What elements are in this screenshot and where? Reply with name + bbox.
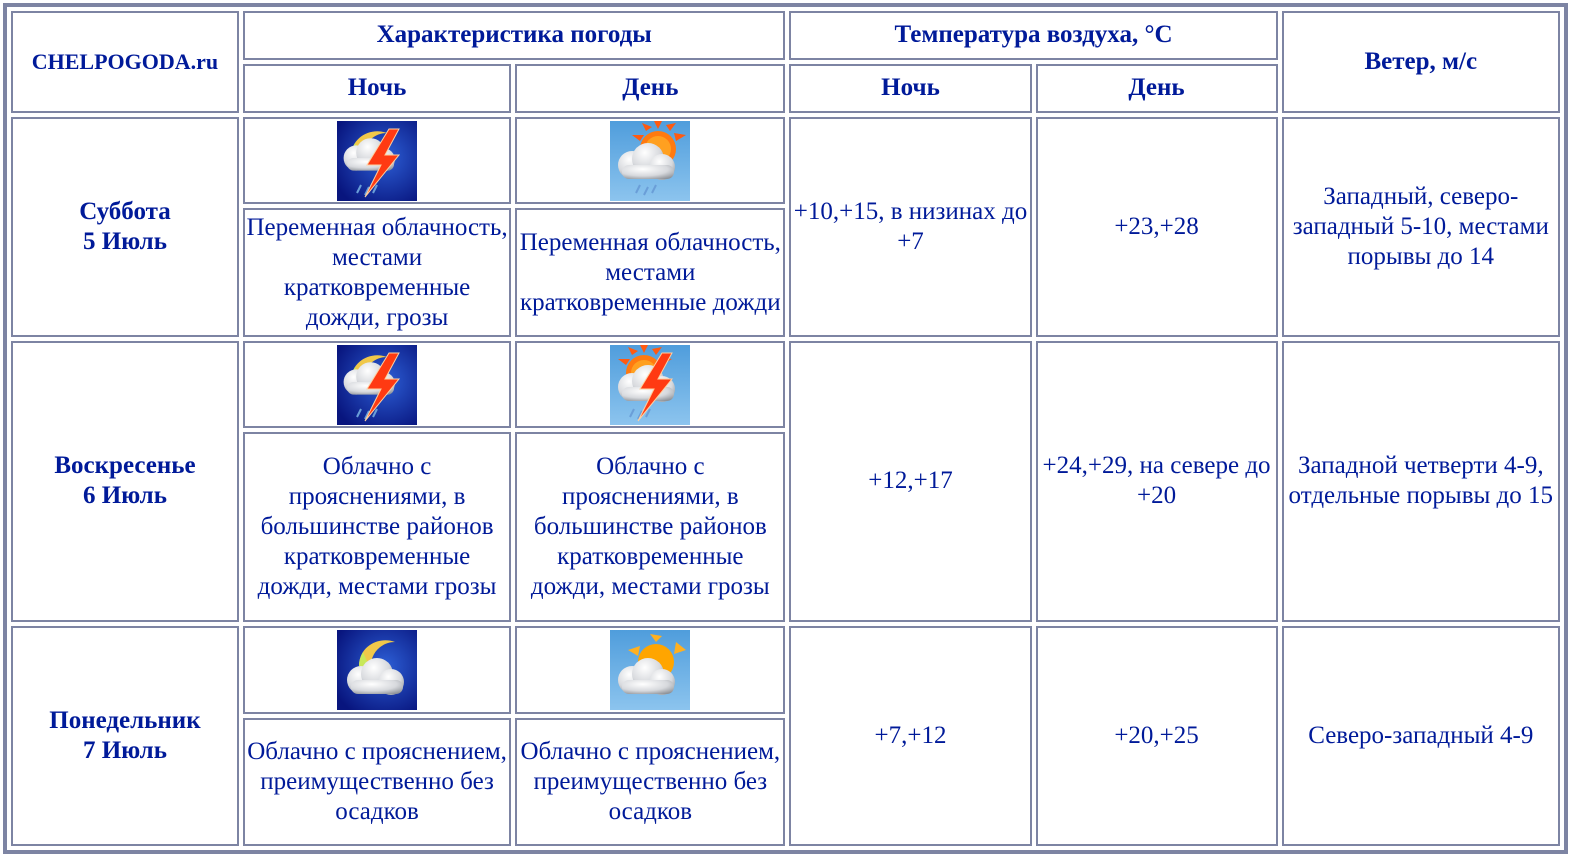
night-icon-cell (243, 626, 511, 714)
night-description: Облачно с прояснениями, в большинстве районов кратковременные дожди, местами грозы (243, 432, 511, 622)
day-icon-cell (515, 626, 785, 714)
date: 7 Июль (82, 736, 167, 764)
forecast-table (3, 3, 1568, 854)
wind-value: Западный, северо-западный 5-10, местами порывы до 14 (1282, 117, 1560, 337)
wind-value: Западной четверти 4-9, отдельные порывы до 15 (1282, 341, 1560, 622)
day-thunderstorm-rain-icon (610, 345, 690, 425)
day-cloudy-icon (610, 630, 690, 710)
site-brand: CHELPOGODA.ru (11, 11, 239, 113)
weather-day-header: День (515, 64, 785, 113)
date: 5 Июль (82, 227, 167, 255)
wind-value: Северо-западный 4-9 (1282, 626, 1560, 846)
night-description: Переменная облачность, местами кратковременные дожди, грозы (243, 208, 511, 336)
temp-day-header: День (1036, 64, 1278, 113)
day-icon-cell (515, 341, 785, 429)
night-description: Облачно с прояснением, преимущественно без осадков (243, 718, 511, 846)
forecast-row-day-1 (11, 117, 1560, 205)
date: 6 Июль (82, 482, 167, 510)
day-partly-cloudy-rain-icon (610, 121, 690, 201)
weather-night-header: Ночь (243, 64, 511, 113)
day-label (11, 341, 239, 622)
night-cloudy-icon (337, 630, 417, 710)
temp-day: +23,+28 (1036, 117, 1278, 337)
temperature-group-header: Температура воздуха, °С (789, 11, 1277, 60)
forecast-row-day-2 (11, 341, 1560, 429)
temp-night: +12,+17 (789, 341, 1031, 622)
day-description: Облачно с прояснением, преимущественно без осадков (515, 718, 785, 846)
wind-header: Ветер, м/с (1282, 11, 1560, 113)
day-label (11, 626, 239, 846)
weekday: Воскресенье (54, 452, 196, 480)
temp-day: +20,+25 (1036, 626, 1278, 846)
day-description: Облачно с прояснениями, в большинстве районов кратковременные дожди, местами грозы (515, 432, 785, 622)
temp-night: +10,+15, в низинах до +7 (789, 117, 1031, 337)
forecast-row-day-3 (11, 626, 1560, 714)
night-thunderstorm-rain-icon (337, 121, 417, 201)
day-icon-cell (515, 117, 785, 205)
day-description: Переменная облачность, местами кратковременные дожди (515, 208, 785, 336)
temp-night-header: Ночь (789, 64, 1031, 113)
weekday: Суббота (79, 197, 171, 225)
night-thunderstorm-rain-icon (337, 345, 417, 425)
temp-day: +24,+29, на севере до +20 (1036, 341, 1278, 622)
weekday: Понедельник (49, 706, 201, 734)
weather-group-header: Характеристика погоды (243, 11, 786, 60)
temp-night: +7,+12 (789, 626, 1031, 846)
night-icon-cell (243, 341, 511, 429)
day-label (11, 117, 239, 337)
night-icon-cell (243, 117, 511, 205)
